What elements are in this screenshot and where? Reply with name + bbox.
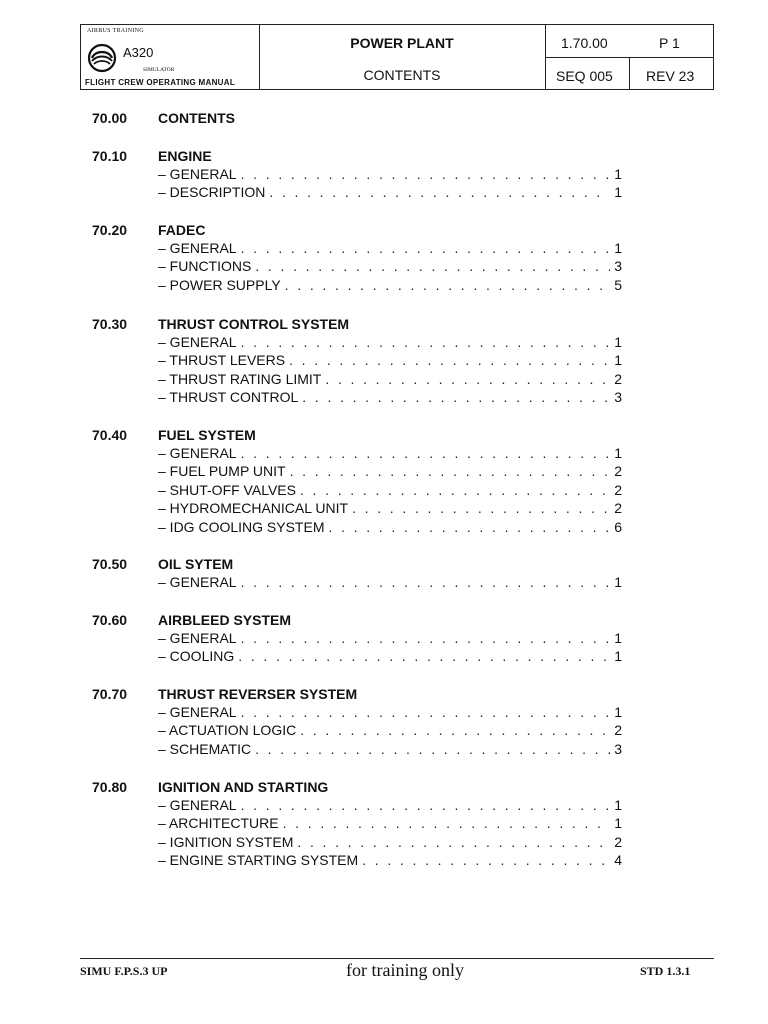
toc-entry-label: – SCHEMATIC bbox=[158, 740, 252, 757]
toc-entry-label: – GENERAL bbox=[158, 166, 237, 182]
manual-name: FLIGHT CREW OPERATING MANUAL bbox=[85, 78, 236, 87]
toc-entry bbox=[158, 648, 622, 666]
toc-entry bbox=[158, 834, 622, 852]
toc-entry-label: – ACTUATION LOGIC bbox=[158, 722, 297, 739]
toc-entry-page: 1 bbox=[614, 574, 622, 590]
dot-leader bbox=[300, 482, 610, 498]
toc-entry bbox=[158, 445, 622, 463]
toc-entry bbox=[158, 184, 622, 202]
toc-entry bbox=[158, 722, 622, 740]
dot-leader bbox=[269, 184, 610, 200]
toc-entry bbox=[158, 334, 622, 352]
toc-entry bbox=[158, 482, 622, 500]
footer-middle: for training only bbox=[346, 960, 464, 980]
dot-leader bbox=[241, 704, 611, 720]
toc-entry-page: 2 bbox=[614, 833, 622, 850]
toc-entry bbox=[158, 797, 622, 815]
toc-entry-page: 6 bbox=[614, 518, 622, 535]
logo-simulator-text: SIMULATOR bbox=[143, 67, 175, 73]
section-title: CONTENTS bbox=[158, 110, 235, 126]
section-title: AIRBLEED SYSTEM bbox=[158, 612, 292, 628]
toc-entry-page: 2 bbox=[614, 370, 622, 387]
toc-entry-page: 2 bbox=[614, 722, 622, 739]
toc-entry-label: – ARCHITECTURE bbox=[158, 815, 279, 832]
toc-entry-label: – SHUT-OFF VALVES bbox=[158, 481, 296, 498]
section-title: FADEC bbox=[158, 222, 206, 238]
dot-leader bbox=[241, 574, 611, 590]
toc-entry-page: 1 bbox=[614, 797, 622, 813]
toc-entry-label: – HYDROMECHANICAL UNIT bbox=[158, 500, 349, 517]
dot-leader bbox=[290, 463, 611, 479]
toc-entry bbox=[158, 500, 622, 518]
toc-entry-label: – IDG COOLING SYSTEM bbox=[158, 518, 325, 535]
toc-entry bbox=[158, 166, 622, 184]
revision-number: REV 23 bbox=[646, 68, 695, 84]
toc-entry-label: – IGNITION SYSTEM bbox=[158, 833, 294, 850]
toc-entry-label: – GENERAL bbox=[158, 334, 237, 350]
toc-entry-page: 4 bbox=[614, 852, 622, 869]
dot-leader bbox=[238, 648, 610, 664]
chapter-subtitle: CONTENTS bbox=[363, 67, 441, 83]
sequence-number: SEQ 005 bbox=[556, 68, 613, 84]
toc-entry bbox=[158, 389, 622, 407]
logo-top-text: AIRBUS TRAINING bbox=[87, 28, 144, 34]
toc-entry-page: 2 bbox=[614, 500, 622, 517]
dot-leader bbox=[241, 445, 611, 461]
toc-entry-label: – THRUST RATING LIMIT bbox=[158, 370, 322, 387]
section-number: 70.80 bbox=[92, 779, 128, 795]
toc-entry bbox=[158, 852, 622, 870]
toc-entry-page: 1 bbox=[614, 704, 622, 720]
footer-left: SIMU F.P.S.3 UP bbox=[80, 964, 168, 978]
toc-entry bbox=[158, 630, 622, 648]
toc-entry bbox=[158, 463, 622, 481]
section-title: THRUST CONTROL SYSTEM bbox=[158, 316, 350, 332]
dot-leader bbox=[241, 166, 611, 182]
toc-entry-page: 2 bbox=[614, 481, 622, 498]
toc-entry-page: 3 bbox=[614, 389, 622, 406]
toc-entry-page: 1 bbox=[614, 334, 622, 350]
chapter-ref: 1.70.00 bbox=[561, 35, 608, 51]
toc-entry bbox=[158, 352, 622, 370]
footer-divider bbox=[80, 958, 714, 959]
section-number: 70.40 bbox=[92, 427, 128, 443]
toc-entry-label: – GENERAL bbox=[158, 574, 237, 590]
toc-entry-page: 1 bbox=[614, 648, 622, 665]
dot-leader bbox=[352, 500, 610, 516]
section-title: OIL SYTEM bbox=[158, 556, 234, 572]
toc-entry-page: 1 bbox=[614, 352, 622, 369]
toc-entry-label: – GENERAL bbox=[158, 797, 237, 813]
toc-entry-page: 1 bbox=[614, 630, 622, 646]
section-number: 70.10 bbox=[92, 148, 128, 164]
toc-entry-page: 5 bbox=[614, 276, 622, 293]
chapter-title: POWER PLANT bbox=[350, 35, 454, 51]
section-title: IGNITION AND STARTING bbox=[158, 779, 329, 795]
toc-entry-page: 1 bbox=[614, 184, 622, 201]
toc-entry-label: – GENERAL bbox=[158, 704, 237, 720]
toc-entry bbox=[158, 371, 622, 389]
toc-entry bbox=[158, 240, 622, 258]
section-title: THRUST REVERSER SYSTEM bbox=[158, 686, 358, 702]
toc-entry-label: – FUEL PUMP UNIT bbox=[158, 463, 286, 480]
section-number: 70.30 bbox=[92, 316, 128, 332]
toc-entry-label: – FUNCTIONS bbox=[158, 258, 252, 275]
document-header bbox=[80, 24, 714, 90]
dot-leader bbox=[241, 334, 611, 350]
dot-leader bbox=[241, 797, 611, 813]
dot-leader bbox=[302, 389, 610, 405]
toc-entry-page: 1 bbox=[614, 445, 622, 461]
dot-leader bbox=[328, 519, 610, 535]
toc-entry-page: 1 bbox=[614, 240, 622, 256]
toc-entry-label: – COOLING bbox=[158, 648, 235, 665]
toc-entry-label: – GENERAL bbox=[158, 630, 237, 646]
toc-entry bbox=[158, 741, 622, 759]
footer-right: STD 1.3.1 bbox=[640, 964, 691, 978]
section-title: FUEL SYSTEM bbox=[158, 427, 256, 443]
dot-leader bbox=[325, 371, 610, 387]
toc-entry-page: 1 bbox=[614, 166, 622, 182]
toc-entry-page: 3 bbox=[614, 258, 622, 275]
section-number: 70.50 bbox=[92, 556, 128, 572]
page-number: P 1 bbox=[659, 35, 680, 51]
dot-leader bbox=[241, 240, 611, 256]
section-number: 70.00 bbox=[92, 110, 128, 126]
section-number: 70.70 bbox=[92, 686, 128, 702]
toc-entry-page: 2 bbox=[614, 463, 622, 480]
section-number: 70.60 bbox=[92, 612, 128, 628]
toc-entry bbox=[158, 519, 622, 537]
toc-entry-label: – POWER SUPPLY bbox=[158, 276, 281, 293]
dot-leader bbox=[285, 277, 611, 293]
toc-entry-label: – GENERAL bbox=[158, 240, 237, 256]
toc-entry bbox=[158, 574, 622, 592]
toc-entry-label: – GENERAL bbox=[158, 445, 237, 461]
dot-leader bbox=[300, 722, 610, 738]
toc-entry-label: – DESCRIPTION bbox=[158, 184, 266, 201]
toc-entry bbox=[158, 815, 622, 833]
section-title: ENGINE bbox=[158, 148, 212, 164]
toc-entry-label: – ENGINE STARTING SYSTEM bbox=[158, 852, 359, 869]
toc-entry-label: – THRUST CONTROL bbox=[158, 389, 299, 406]
section-number: 70.20 bbox=[92, 222, 128, 238]
toc-entry bbox=[158, 704, 622, 722]
toc-entry bbox=[158, 258, 622, 276]
dot-leader bbox=[241, 630, 611, 646]
toc-entry-page: 3 bbox=[614, 740, 622, 757]
dot-leader bbox=[255, 258, 610, 274]
dot-leader bbox=[289, 352, 610, 368]
logo-model: A320 bbox=[123, 45, 154, 60]
dot-leader bbox=[283, 815, 611, 831]
toc-entry-label: – THRUST LEVERS bbox=[158, 352, 286, 369]
dot-leader bbox=[297, 834, 610, 850]
dot-leader bbox=[362, 852, 610, 868]
toc-entry-page: 1 bbox=[614, 815, 622, 832]
dot-leader bbox=[255, 741, 610, 757]
airbus-training-logo-icon bbox=[87, 43, 117, 73]
toc-entry bbox=[158, 277, 622, 295]
